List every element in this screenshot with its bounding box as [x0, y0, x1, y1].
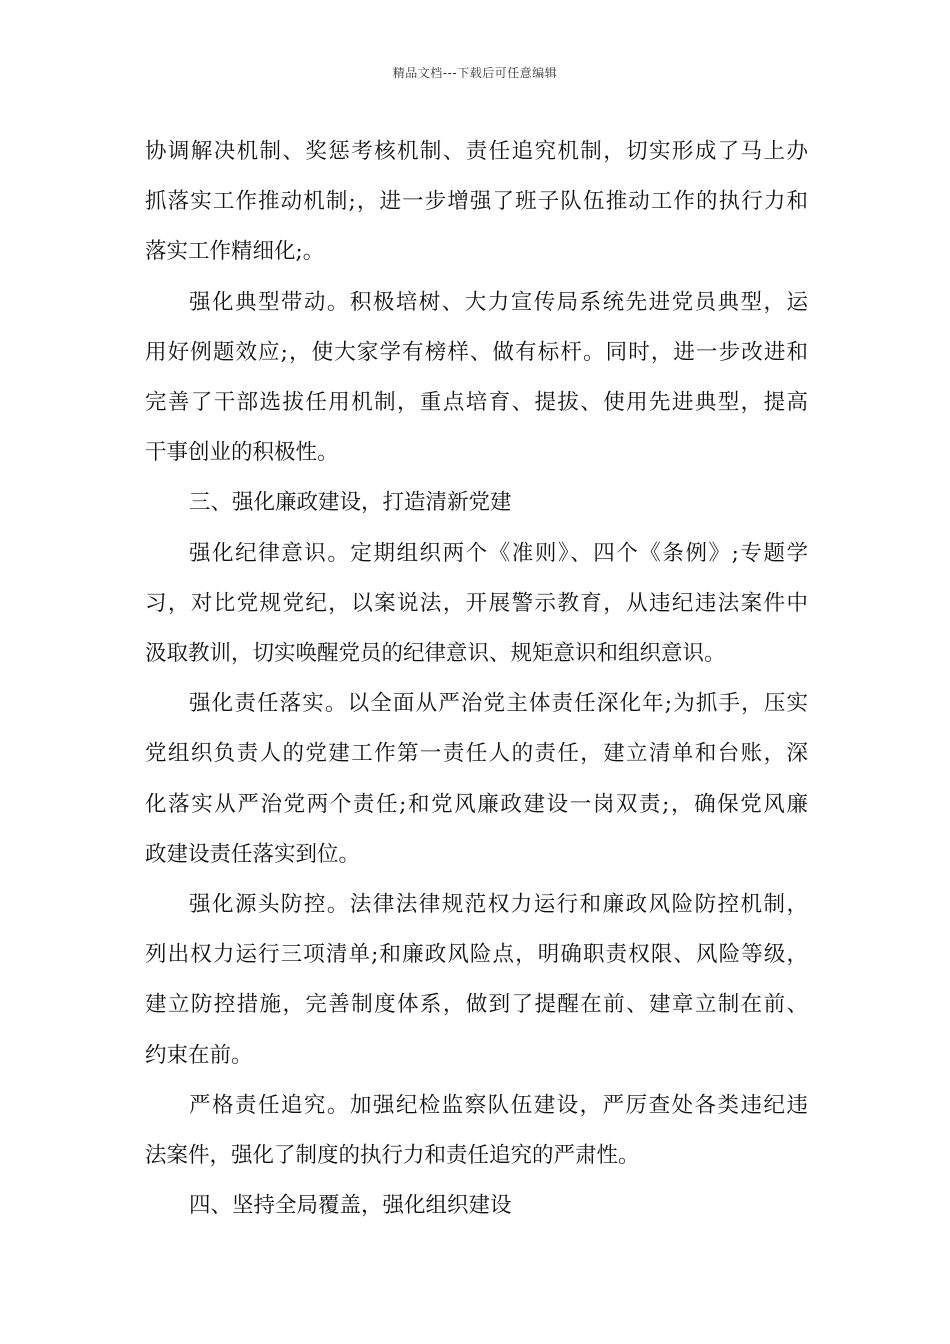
text-line: 用好例题效应;，使大家学有榜样、做有标杆。同时，进一步改进和 [145, 339, 808, 365]
text-line: 汲取教训，切实唤醒党员的纪律意识、规矩意识和组织意识。 [145, 641, 726, 667]
text-line: 习，对比党规党纪，以案说法，开展警示教育，从违纪违法案件中 [145, 590, 808, 616]
text-line: 强化责任落实。以全面从严治党主体责任深化年;为抓手，压实 [189, 691, 808, 717]
text-line: 强化源头防控。法律法律规范权力运行和廉政风险防控机制， [189, 892, 808, 918]
text-line: 抓落实工作推动机制;，进一步增强了班子队伍推动工作的执行力和 [145, 189, 808, 215]
text-line: 干事创业的积极性。 [145, 440, 339, 466]
text-line: 建立防控措施，完善制度体系，做到了提醒在前、建章立制在前、 [145, 992, 808, 1018]
text-line: 强化纪律意识。定期组织两个《准则》、四个《条例》;专题学 [189, 540, 808, 566]
text-line: 严格责任追究。加强纪检监察队伍建设，严厉查处各类违纪违 [189, 1092, 808, 1118]
text-line: 化落实从严治党两个责任;和党风廉政建设一岗双责;，确保党风廉 [145, 791, 808, 817]
text-line: 政建设责任落实到位。 [145, 841, 361, 867]
text-line: 强化典型带动。积极培树、大力宣传局系统先进党员典型，运 [189, 289, 808, 315]
document-body [145, 127, 808, 1231]
text-line: 落实工作精细化;。 [145, 239, 325, 265]
text-line: 协调解决机制、奖惩考核机制、责任追究机制，切实形成了马上办 [145, 139, 808, 164]
text-line: 约束在前。 [145, 1042, 253, 1068]
text-line: 党组织负责人的党建工作第一责任人的责任，建立清单和台账，深 [145, 741, 808, 767]
text-line: 列出权力运行三项清单;和廉政风险点，明确职责权限、风险等级， [145, 942, 808, 968]
text-line: 完善了干部选拔任用机制，重点培育、提拔、使用先进典型，提高 [145, 390, 808, 416]
text-line: 法案件，强化了制度的执行力和责任追究的严肃性。 [145, 1143, 640, 1169]
text-line: 四、坚持全局覆盖，强化组织建设 [189, 1193, 512, 1219]
text-line: 三、强化廉政建设，打造清新党建 [189, 490, 512, 516]
page-header: 精品文档---下载后可任意编辑 [392, 66, 558, 80]
